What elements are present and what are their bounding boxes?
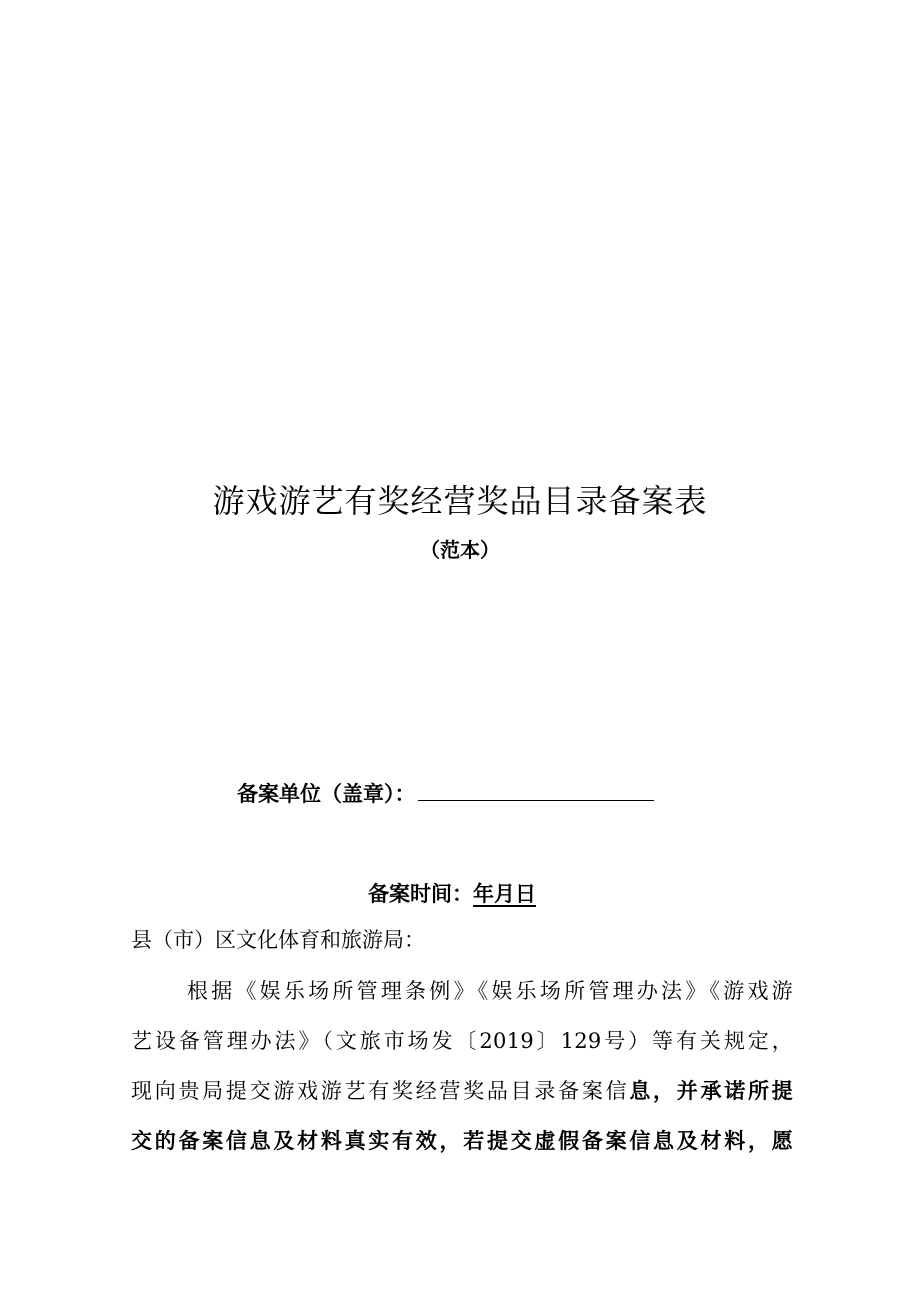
- body-line: [131, 966, 793, 1016]
- document-subtitle: （范本）: [420, 538, 500, 562]
- body-line-normal-text: 艺设备管理办法》（文旅市场发〔2019〕129号）等有关规定，: [131, 1029, 793, 1053]
- filing-unit-blank-line: [418, 780, 654, 801]
- addressee-line: 县（市）区文化体育和旅游局：: [131, 928, 425, 952]
- body-line-normal-text: 现向贵局提交游戏游艺有奖经营奖品目录备案信: [131, 1079, 630, 1103]
- filing-unit-row: [237, 778, 654, 808]
- body-line-bold-text: 息，并承诺所提: [629, 1078, 793, 1103]
- body-line-bold-text: 交的备案信息及材料真实有效，若提交虚假备案信息及材料，愿: [131, 1128, 793, 1153]
- filing-time-value: 年月日: [473, 881, 536, 906]
- document-title: 游戏游艺有奖经营奖品目录备案表: [212, 482, 708, 520]
- filing-unit-label: 备案单位（盖章）：: [237, 781, 416, 806]
- body-line: [131, 1116, 793, 1166]
- filing-time-label: 备案时间：: [368, 881, 473, 906]
- body-line: [131, 1016, 793, 1066]
- filing-time-row: [368, 878, 536, 908]
- body-line-normal-text: 根据《娱乐场所管理条例》《娱乐场所管理办法》《游戏游: [187, 979, 793, 1003]
- body-line: [131, 1066, 793, 1116]
- body-paragraph: [131, 966, 793, 1166]
